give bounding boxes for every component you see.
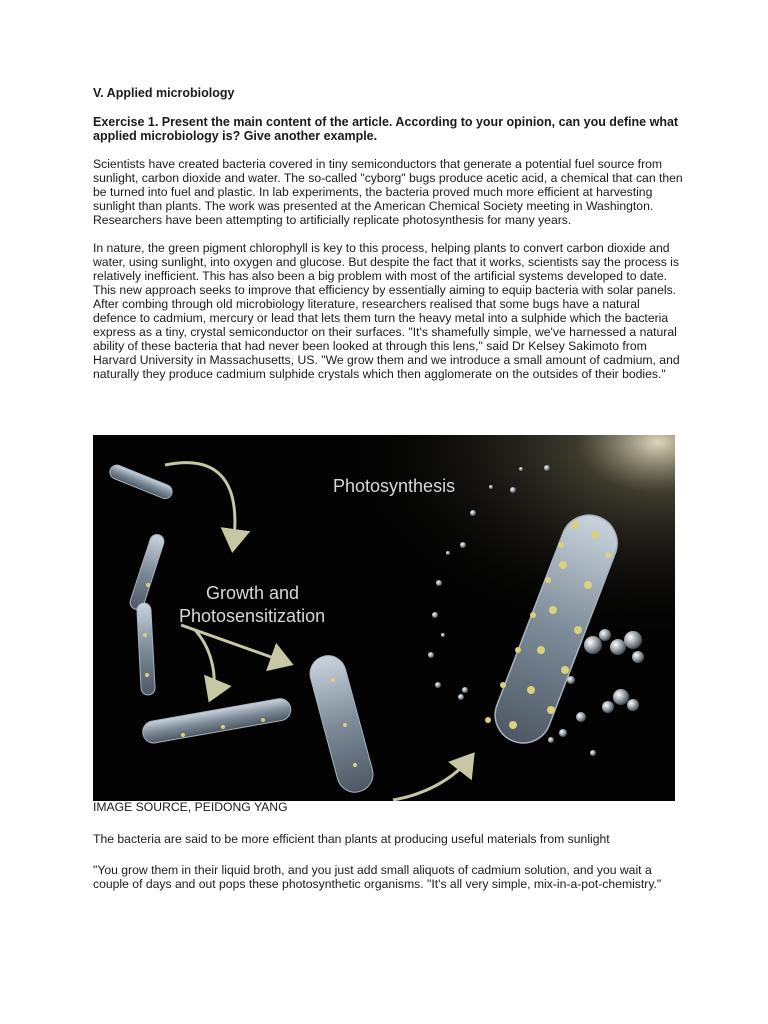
paragraph-1: Scientists have created bacteria covered in tiny semiconductors that generate a potential fuel source from sunlight, carbon dioxide and water. The so-called "cyborg" bugs produce acetic acid, a chemical that can then be turned into fuel and plastic. In lab experiments, the bacteria proved much more efficient at harvesting sunlight than plants. The work was presented at the American Chemical Society meeting in Washington. Researchers have been attempting to artificially replicate photosynthesis for many years. bbox=[93, 157, 683, 227]
image-caption: The bacteria are said to be more efficient than plants at producing useful materials from sunlight bbox=[93, 832, 610, 846]
label-growth-line1: Growth and bbox=[206, 583, 300, 603]
exercise-prompt: Exercise 1. Present the main content of the article. According to your opinion, can you define what applied microbiology is? Give another example. bbox=[93, 115, 679, 143]
section-title: V. Applied microbiology bbox=[93, 86, 235, 100]
label-photosynthesis: Photosynthesis bbox=[333, 476, 456, 496]
image-source-credit: IMAGE SOURCE, PEIDONG YANG bbox=[93, 800, 288, 814]
paragraph-2: In nature, the green pigment chlorophyll is key to this process, helping plants to convert carbon dioxide and water, using sunlight, into oxygen and glucose. But despite the fact that it works, scientists say the process is relatively inefficient. This has also been a big problem with most of the artificial systems developed to date. This new approach seeks to improve that efficiency by essentially aiming to equip bacteria with solar panels. After combing through old microbiology literature, researchers realised that some bugs have a natural defence to cadmium, mercury or lead that lets them turn the heavy metal into a sulphide which the bacteria express as a tiny, crystal semiconductor on their surfaces. "It's shamefully simple, we've harnessed a natural ability of these bacteria that had never been looked at through this lens," said Dr Kelsey Sakimoto from Harvard University in Massachusetts, US. "We grow them and we introduce a small amount of cadmium, and naturally they produce cadmium sulphide crystals which then agglomerate on the outsides of their bodies." bbox=[93, 241, 680, 381]
quote-paragraph: "You grow them in their liquid broth, and you just add small aliquots of cadmium solution, and you wait a couple of days and out pops these photosynthetic organisms. "It's all very simple, mix-in-a-pot-chemistry." bbox=[93, 863, 662, 891]
bacteria-photosynthesis-figure bbox=[93, 435, 675, 801]
article-body bbox=[93, 86, 683, 395]
label-growth-line2: Photosensitization bbox=[179, 606, 326, 626]
